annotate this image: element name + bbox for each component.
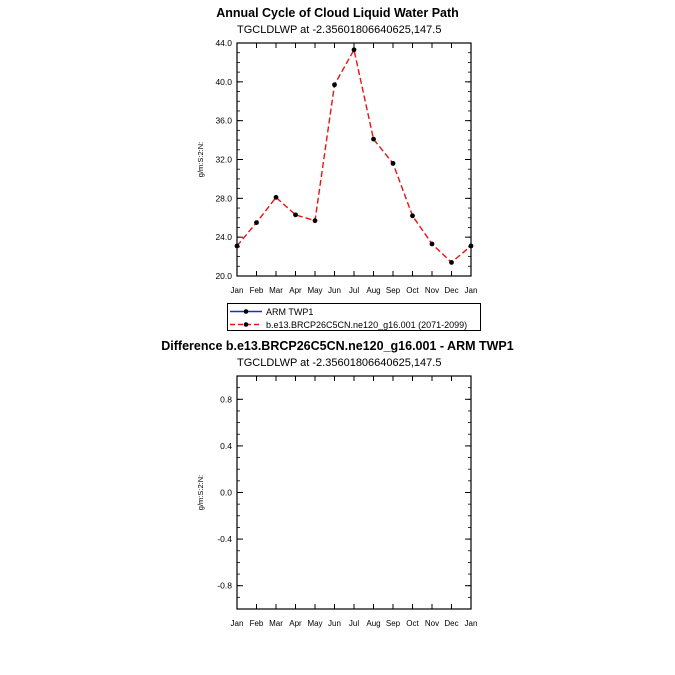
chart-1-y-tick-label: 40.0 [215, 76, 232, 87]
chart-2-subtitle: TGCLDLWP at -2.35601806640625,147.5 [237, 357, 442, 369]
chart-2-plot-frame [237, 376, 471, 609]
chart-1-x-tick-label: Sep [385, 286, 401, 295]
chart-2-x-tick-label: Jan [464, 619, 478, 628]
chart-1-y-tick-label: 32.0 [215, 154, 232, 165]
chart-2-y-tick-label: -0.8 [217, 580, 232, 591]
chart-2-y-tick-label: 0.0 [220, 487, 232, 498]
chart-2-x-tick-label: Nov [424, 619, 440, 628]
chart-1-x-tick-label: Nov [424, 286, 440, 295]
chart-1-y-tick-label: 44.0 [215, 38, 232, 48]
chart-1-data-point [293, 212, 298, 217]
chart-1-y-tick-label: 36.0 [215, 115, 232, 126]
chart-1-series-line [237, 50, 471, 263]
chart-1-x-tick-label: May [307, 286, 323, 295]
chart-2-y-axis-label: g/m:S:2:N: [196, 474, 205, 511]
chart-2-x-tick-label: Dec [444, 619, 459, 628]
chart-2-y-tick-label: -0.4 [217, 534, 232, 545]
legend-obs-label: ARM TWP1 [266, 306, 314, 317]
chart-1-y-axis-label: g/m:S:2:N: [196, 141, 205, 178]
chart-1-x-tick-label: Feb [249, 286, 264, 295]
chart-1-data-point [352, 47, 357, 52]
chart-1-y-tick-label: 24.0 [215, 232, 232, 243]
chart-1-data-point [430, 242, 435, 247]
chart-1-x-tick-label: Aug [366, 286, 381, 295]
legend-model-label: b.e13.BRCP26C5CN.ne120_g16.001 (2071-2099) [266, 319, 468, 330]
chart-1-data-point [449, 260, 454, 265]
chart-1-x-tick-label: Oct [406, 286, 419, 295]
chart-2-x-tick-label: May [307, 619, 323, 628]
chart-1-data-point [469, 244, 474, 249]
chart-1-x-tick-label: Jan [464, 286, 478, 295]
chart-2-x-tick-label: Jun [328, 619, 341, 628]
chart-1-data-point [313, 218, 318, 223]
chart-2-x-tick-label: Mar [269, 619, 283, 628]
chart-1-data-point [410, 213, 415, 218]
chart-1-data-point [235, 244, 240, 249]
chart-1-data-point [391, 161, 396, 166]
chart-1-plot-frame [237, 43, 471, 276]
chart-2-y-tick-label: 0.4 [220, 440, 232, 451]
chart-1-x-tick-label: Jun [328, 286, 341, 295]
chart-1-data-point [274, 195, 279, 200]
chart-2-x-tick-label: Jan [230, 619, 244, 628]
chart-2-x-tick-label: Apr [289, 619, 302, 628]
chart-1-subtitle: TGCLDLWP at -2.35601806640625,147.5 [237, 24, 442, 36]
chart-1-data-point [371, 137, 376, 142]
chart-2-x-tick-label: Aug [366, 619, 381, 628]
chart-1-x-tick-label: Apr [289, 286, 302, 295]
chart-2-x-tick-label: Sep [385, 619, 401, 628]
chart-1-y-tick-label: 20.0 [215, 271, 232, 281]
chart-2-title: Difference b.e13.BRCP26C5CN.ne120_g16.001 - ARM TWP1 [161, 339, 514, 353]
chart-1-y-tick-label: 28.0 [215, 193, 232, 204]
chart-1-x-tick-label: Dec [444, 286, 459, 295]
chart-1-x-tick-label: Mar [269, 286, 283, 295]
chart-1-data-point [254, 220, 259, 225]
chart-1-x-tick-label: Jan [230, 286, 244, 295]
chart-2-x-tick-label: Feb [249, 619, 264, 628]
chart-2-x-tick-label: Jul [348, 619, 360, 628]
chart-1-title: Annual Cycle of Cloud Liquid Water Path [216, 6, 459, 20]
chart-2-y-tick-label: 0.8 [220, 394, 232, 405]
chart-2-x-tick-label: Oct [406, 619, 419, 628]
chart-1-data-point [332, 82, 337, 87]
chart-1-x-tick-label: Jul [348, 286, 360, 295]
